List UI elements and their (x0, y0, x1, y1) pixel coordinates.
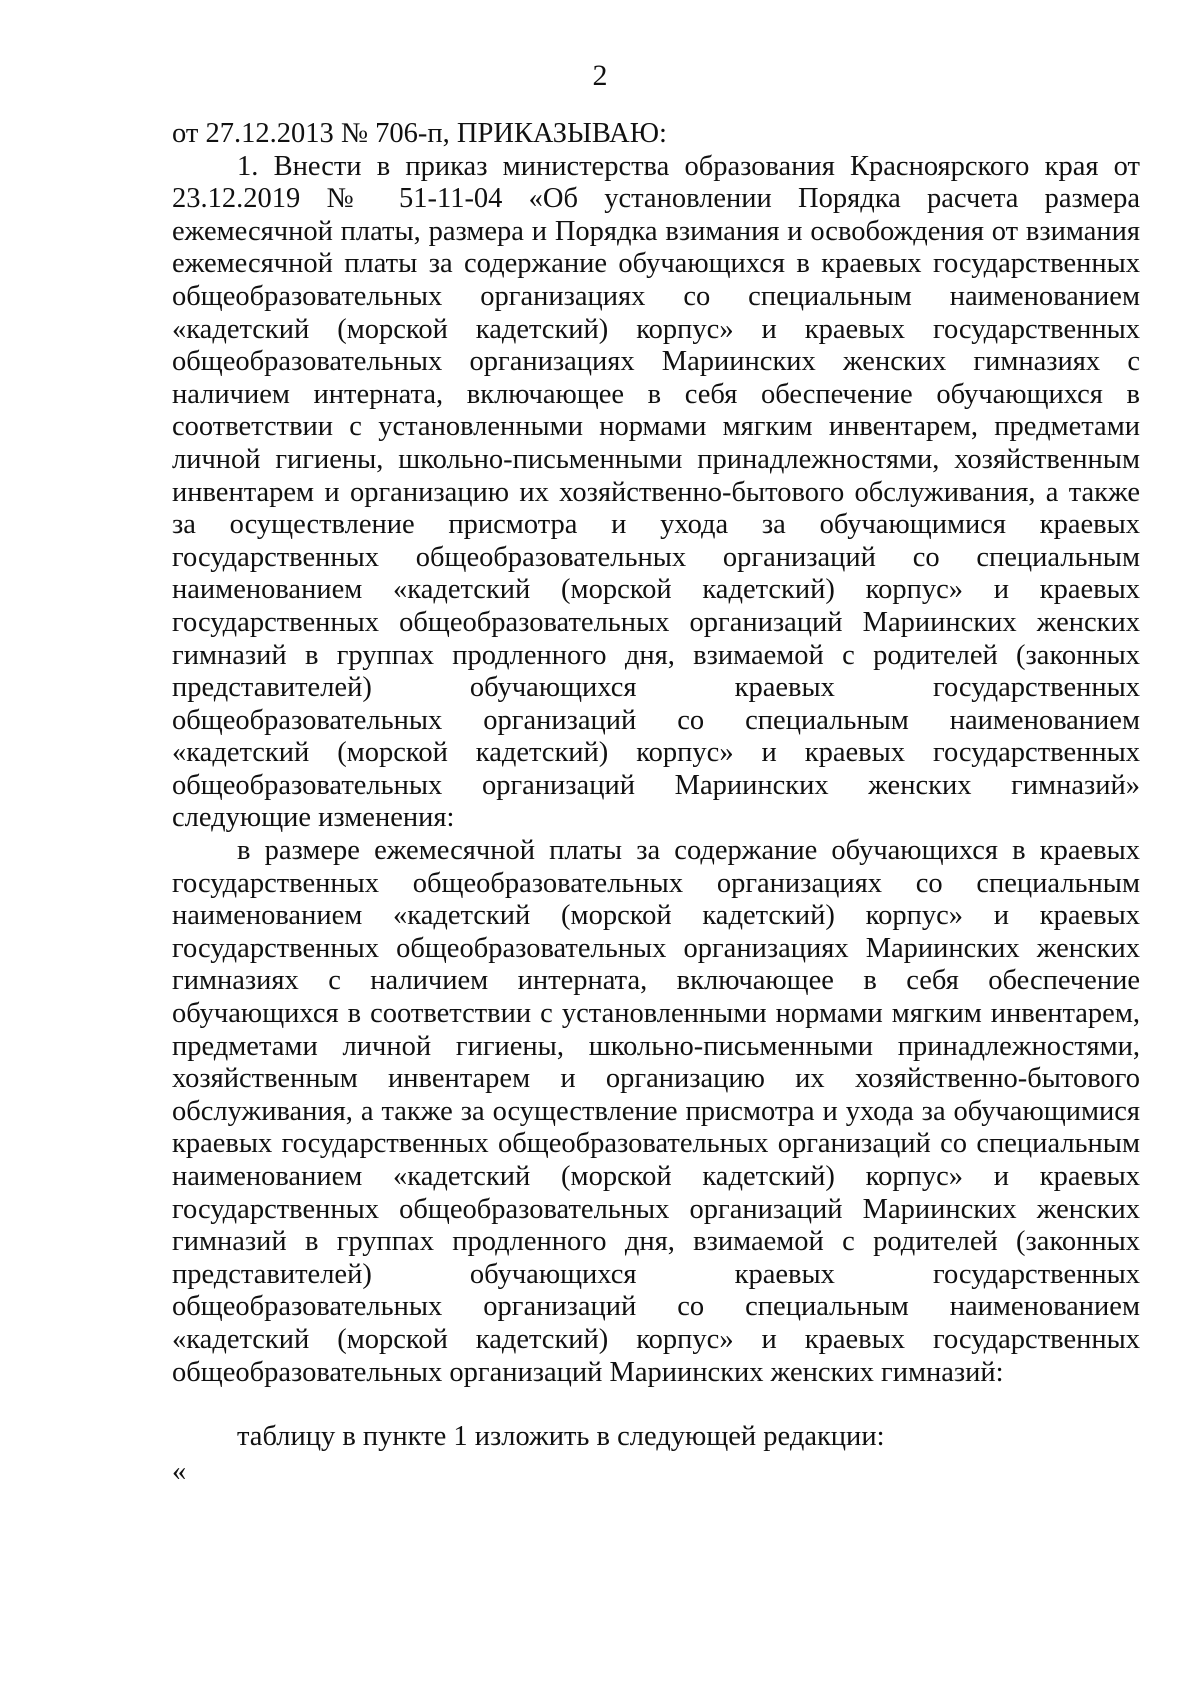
page-number: 2 (592, 59, 608, 92)
document-body (172, 118, 1140, 1488)
paragraph-item-1: 1. Внести в приказ министерства образования Красноярского края от 23.12.2019 № 51-11-04 «Об установлении Порядка расчета размера ежемесячной платы, размера и Порядка взимания и освобождения от взимания ежемесячной платы за содержание обучающихся в краевых государственных общеобразовательных организациях со специальным наименованием «кадетский (морской кадетский) корпус» и краевых государственных общеобразовательных организациях Мариинских женских гимназиях с наличием интерната, включающее в себя обеспечение обучающихся в соответствии с установленными нормами мягким инвентарем, предметами личной гигиены, школьно-письменными принадлежностями, хозяйственным инвентарем и организацию их хозяйственно-бытового обслуживания, а также за осуществление присмотра и ухода за обучающимися краевых государственных общеобразовательных организаций со специальным наименованием «кадетский (морской кадетский) корпус» и краевых государственных общеобразовательных организаций Мариинских женских гимназий в группах продленного дня, взимаемой с родителей (законных представителей) обучающихся краевых государственных общеобразовательных организаций со специальным наименованием «кадетский (морской кадетский) корпус» и краевых государственных общеобразовательных организаций Мариинских женских гимназий» следующие изменения: (172, 150, 1140, 834)
order-intro-line: от 27.12.2013 № 706-п, ПРИКАЗЫВАЮ: (172, 118, 667, 149)
opening-quote: « (172, 1455, 187, 1487)
paragraph-amendment: в размере ежемесячной платы за содержание обучающихся в краевых государственных общеобразовательных организациях со специальным наименованием «кадетский (морской кадетский) корпус» и краевых государственных общеобразовательных организациях Мариинских женских гимназиях с наличием интерната, включающее в себя обеспечение обучающихся в соответствии с установленными нормами мягким инвентарем, предметами личной гигиены, школьно-письменными принадлежностями, хозяйственным инвентарем и организацию их хозяйственно-бытового обслуживания, а также за осуществление присмотра и ухода за обучающимися краевых государственных общеобразовательных организаций со специальным наименованием «кадетский (морской кадетский) корпус» и краевых государственных общеобразовательных организаций Мариинских женских гимназий в группах продленного дня, взимаемой с родителей (законных представителей) обучающихся краевых государственных общеобразовательных организаций со специальным наименованием «кадетский (морской кадетский) корпус» и краевых государственных общеобразовательных организаций Мариинских женских гимназий: (172, 835, 1140, 1388)
paragraph-table-instruction: таблицу в пункте 1 изложить в следующей редакции: (237, 1421, 885, 1453)
